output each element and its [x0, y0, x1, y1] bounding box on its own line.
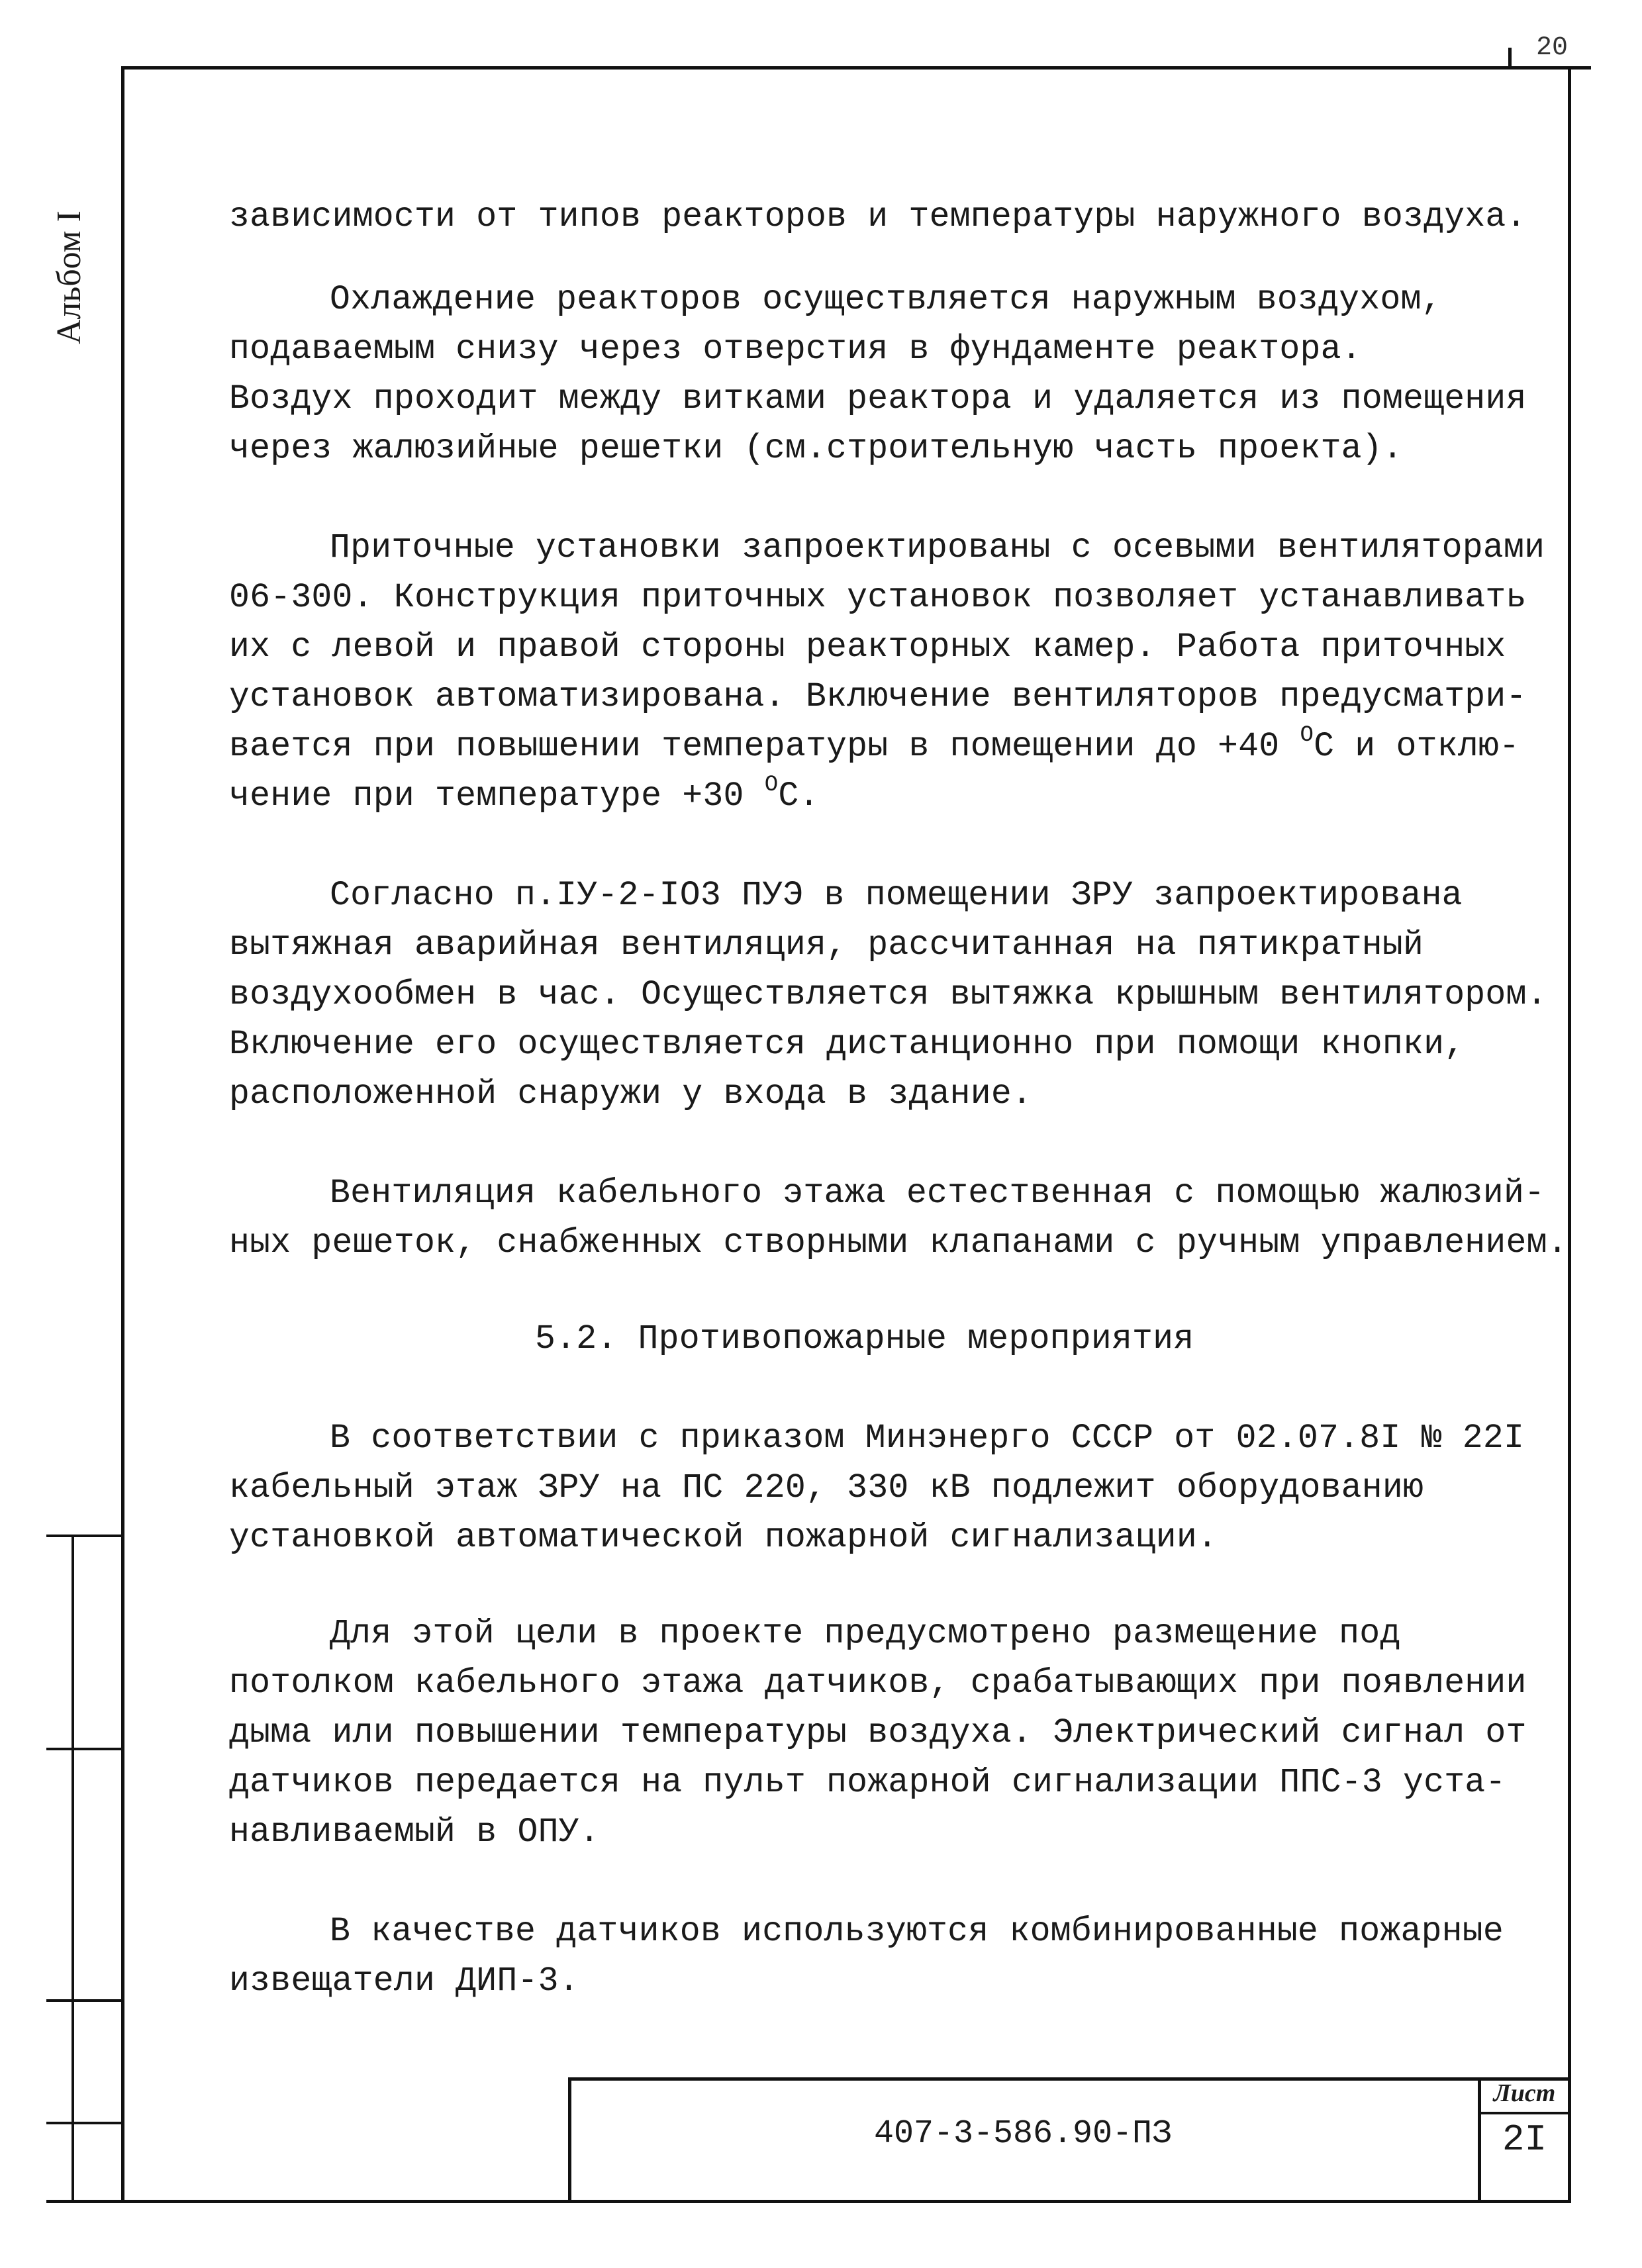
frame-top-tick [1508, 48, 1512, 70]
text-line-with-degree [229, 722, 1520, 772]
text-line: воздухообмен в час. Осуществляется вытяжка крышным вентилятором. [229, 976, 1547, 1014]
text-line: Включение его осуществляется дистанционно при помощи кнопки, [229, 1025, 1465, 1064]
frame-bottom-border [46, 2200, 1571, 2203]
sheet-label: Лист [1493, 2079, 1556, 2107]
sheet-number: 2I [1502, 2118, 1547, 2161]
text-line: Приточные установки запроектированы с осевыми вентиляторами [330, 529, 1545, 567]
text-line: ных решеток, снабженных створными клапанами с ручным управлением. [229, 1224, 1568, 1262]
text-line: установок автоматизирована. Включение вентиляторов предусматри- [229, 678, 1527, 716]
side-stamp-vertical-line [72, 1535, 74, 2200]
corner-page-mark: 20 [1536, 33, 1569, 63]
side-stamp-line [46, 1999, 124, 2002]
document-code: 407-3-586.90-ПЗ [873, 2115, 1173, 2153]
title-block-sheet-divider [1478, 2112, 1570, 2114]
text-line: В качестве датчиков используются комбинированные пожарные [330, 1913, 1504, 1951]
text-line: 06-300. Конструкция приточных установок позволяет устанавливать [229, 579, 1527, 617]
text-line: их с левой и правой стороны реакторных камер. Работа приточных [229, 628, 1506, 667]
text-line: зависимости от типов реакторов и температуры наружного воздуха. [229, 198, 1527, 236]
text-line: установкой автоматической пожарной сигнализации. [229, 1519, 1218, 1557]
text-line: Воздух проходит между витками реактора и удаляется из помещения [229, 380, 1527, 418]
text-line: Вентиляция кабельного этажа естественная с помощью жалюзий- [330, 1174, 1545, 1213]
section-heading: 5.2. Противопожарные мероприятия [535, 1320, 1194, 1358]
text-segment: чение при температуре +30 [229, 777, 765, 816]
album-label: Альбом I [50, 211, 88, 344]
degree-superscript: О [764, 773, 779, 798]
text-line: В соответствии с приказом Минэнерго СССР от 02.07.8I № 22I [330, 1419, 1525, 1458]
side-stamp-line [46, 1535, 124, 1537]
text-segment: С. [778, 777, 820, 816]
side-stamp-line [46, 2122, 124, 2124]
text-line: вытяжная аварийная вентиляция, рассчитанная на пятикратный [229, 926, 1424, 965]
text-line: навливаемый в ОПУ. [229, 1813, 600, 1852]
text-line: Для этой цели в проекте предусмотрено размещение под [330, 1615, 1401, 1653]
text-line: кабельный этаж ЗРУ на ПС 220, 330 кВ подлежит оборудованию [229, 1469, 1424, 1507]
text-line: датчиков передается на пульт пожарной сигнализации ППС-3 уста- [229, 1764, 1506, 1802]
text-line: подаваемым снизу через отверстия в фундаменте реактора. [229, 330, 1362, 369]
text-line-with-degree [229, 771, 820, 822]
text-line: потолком кабельного этажа датчиков, срабатывающих при появлении [229, 1664, 1527, 1703]
frame-right-border [1568, 66, 1571, 2203]
text-line: Охлаждение реакторов осуществляется наружным воздухом, [330, 281, 1442, 319]
text-line: через жалюзийные решетки (см.строительную часть проекта). [229, 430, 1403, 468]
side-stamp-line [46, 1748, 124, 1750]
frame-top-border [121, 66, 1591, 70]
text-line: извещатели ДИП-3. [229, 1962, 579, 2001]
degree-superscript: О [1300, 723, 1314, 748]
text-line: расположенной снаружи у входа в здание. [229, 1075, 1033, 1113]
text-line: дыма или повышении температуры воздуха. Электрический сигнал от [229, 1714, 1527, 1752]
frame-left-border [121, 66, 124, 2203]
text-segment: вается при повышении температуры в помещении до +40 [229, 728, 1300, 766]
text-line: Согласно п.IУ-2-IO3 ПУЭ в помещении ЗРУ запроектирована [330, 876, 1463, 915]
text-segment: С и отклю- [1314, 728, 1520, 766]
